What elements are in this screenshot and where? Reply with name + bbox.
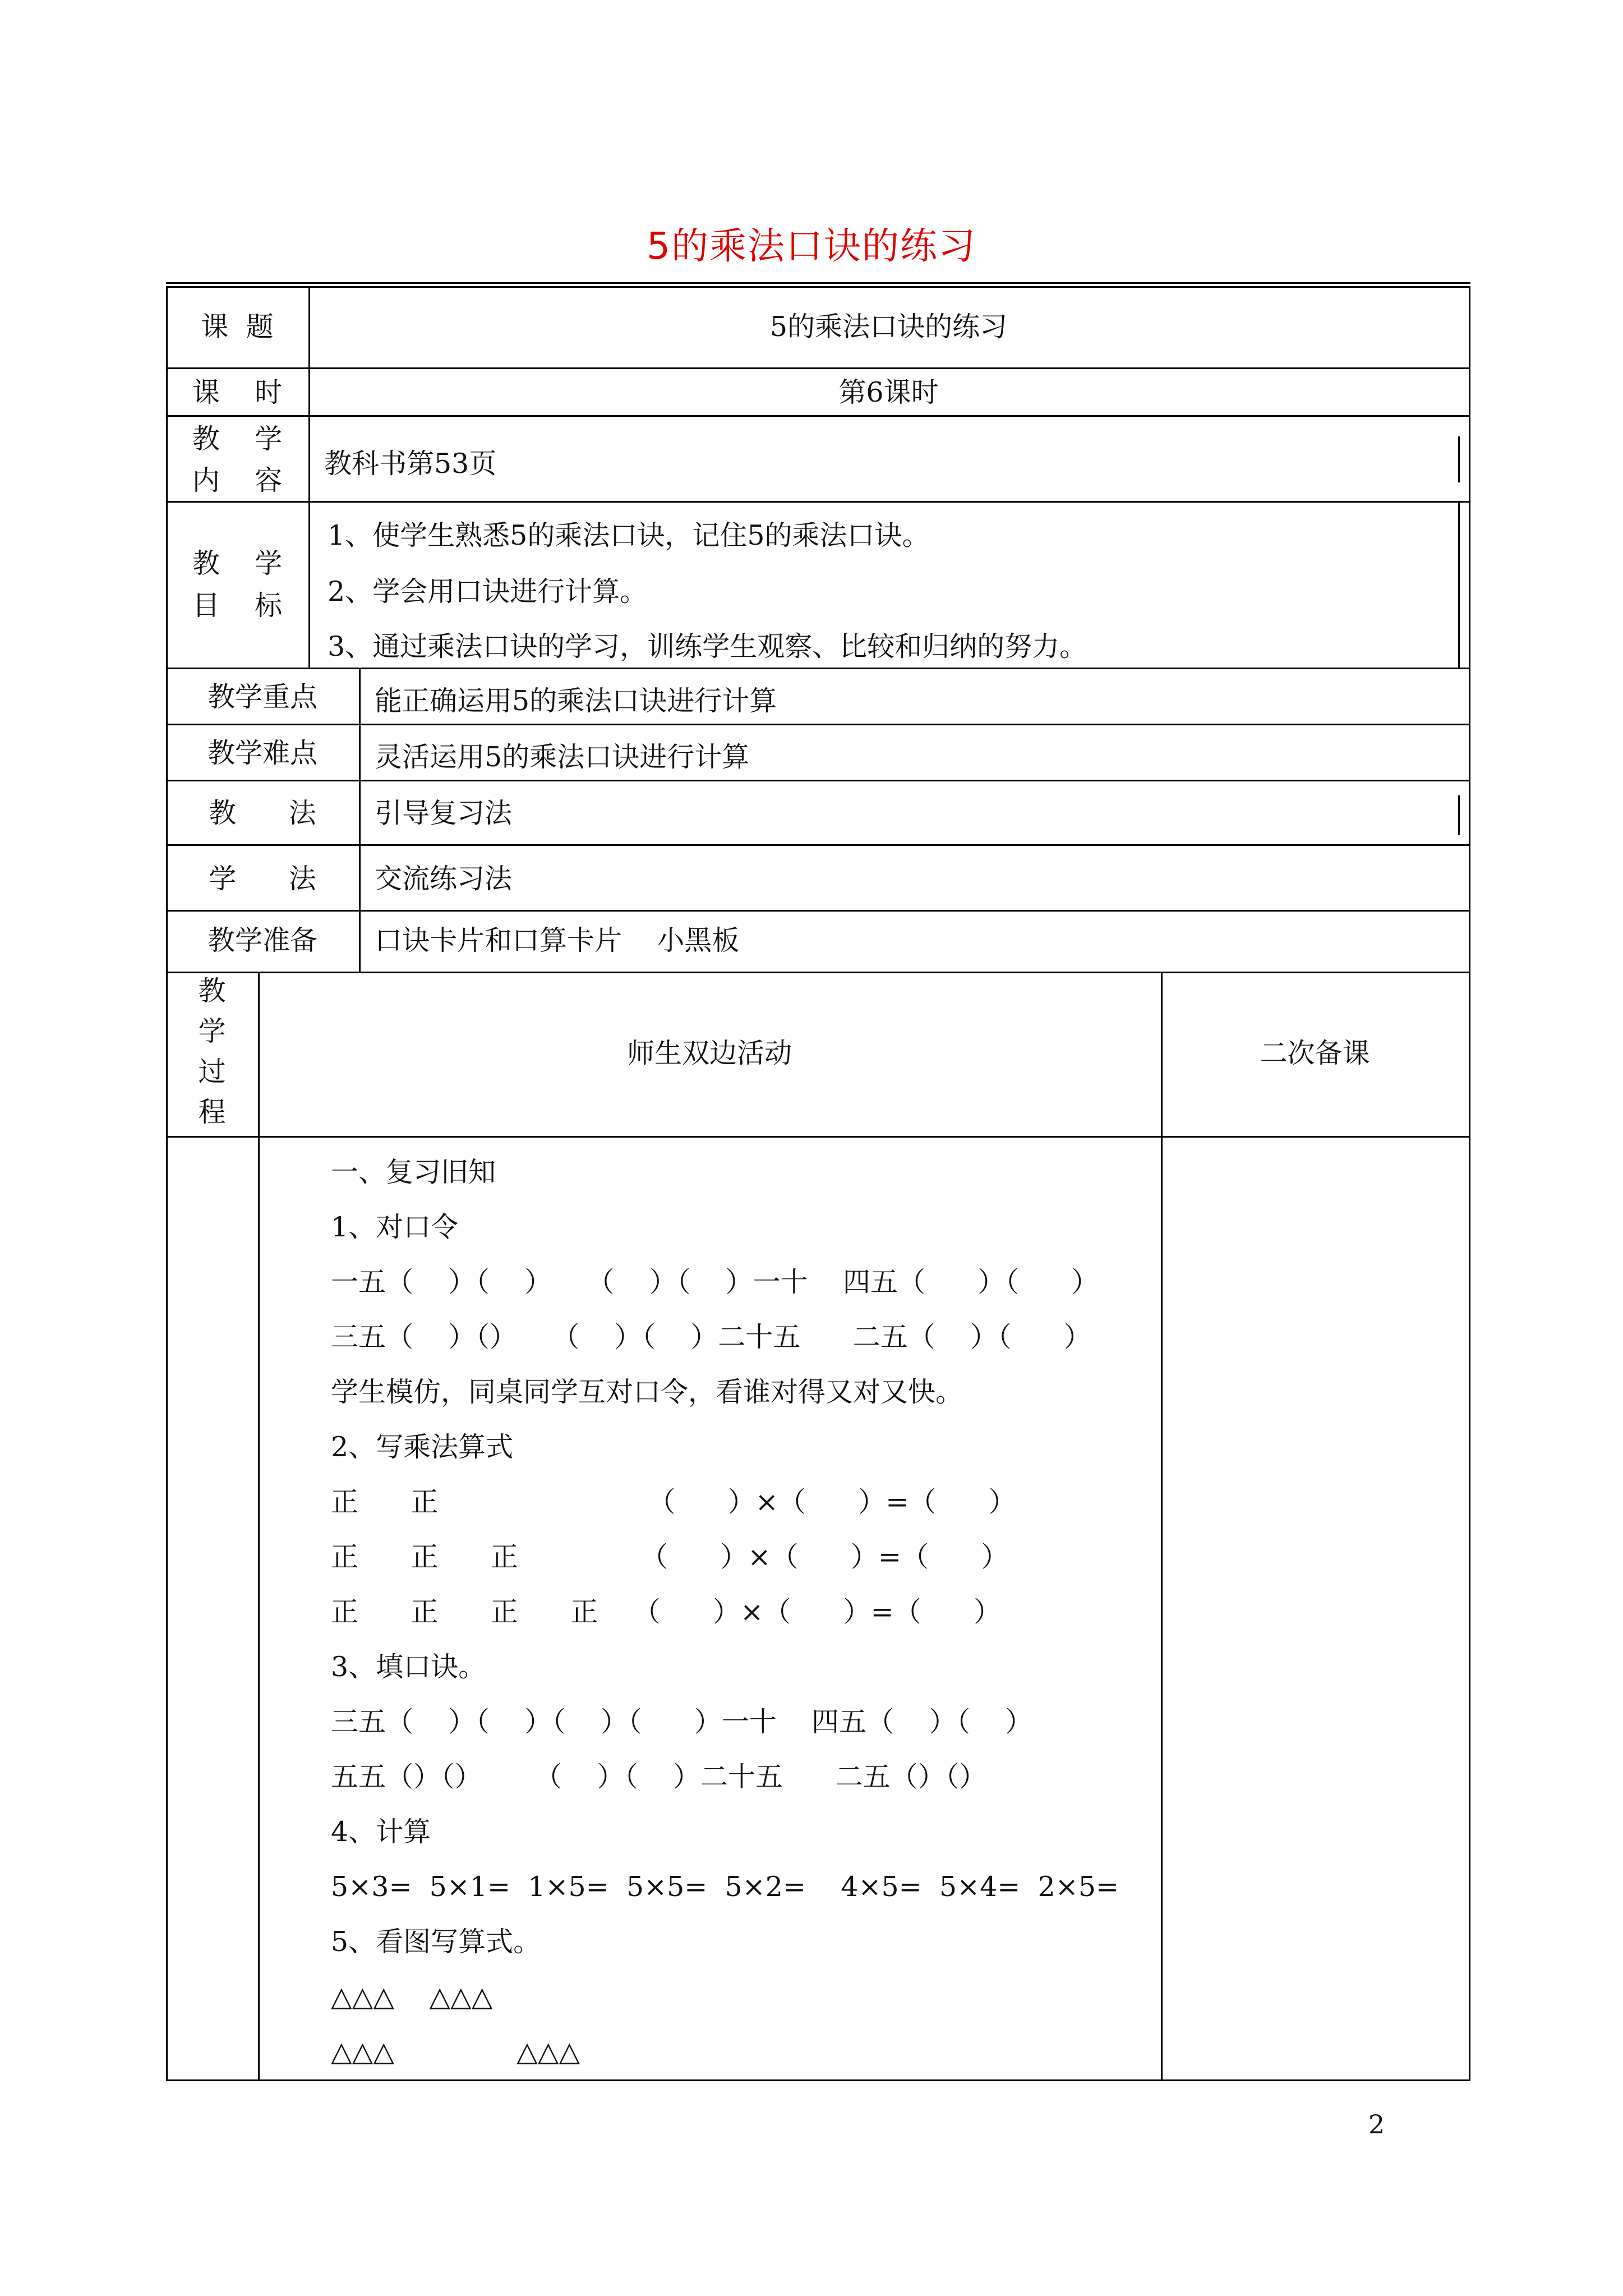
goal-item: 2、学会用口诀进行计算。 [328,576,648,608]
table-row-border [166,972,1470,973]
activity-line: 5、看图写算式。 [331,1926,541,1958]
activity-line: 2、写乘法算式 [331,1431,514,1463]
activity-line: 正 正 正 （ ）×（ ）=（ ） [331,1541,1009,1573]
activity-line: △△△ △△△ [331,2036,580,2068]
prep-value: 口诀卡片和口算卡片 小黑板 [375,924,740,956]
difficulty-value: 灵活运用5的乘法口诀进行计算 [375,741,750,773]
column-divider [1458,436,1460,482]
table-row-border [166,668,1470,669]
activity-line: 正 正 正 正 （ ）×（ ）=（ ） [331,1596,1002,1628]
method-value: 引导复习法 [375,797,513,829]
process-label-char: 程 [198,1096,226,1128]
column-divider [308,501,310,668]
table-top-border [166,282,1470,284]
key-point-value: 能正确运用5的乘法口诀进行计算 [375,685,777,717]
page-number: 2 [1368,2109,1385,2139]
prep-label: 教学准备 [207,924,317,956]
table-row-border [166,724,1470,725]
table-row-border [166,1136,1470,1138]
process-label-char: 教 [198,975,226,1007]
table-row-border [166,780,1470,781]
table-row-border [166,844,1470,846]
activity-line: 3、填口诀。 [331,1651,486,1683]
table-row-border [166,501,1470,503]
activity-line: 4、计算 [331,1816,431,1848]
content-label-line2: 内 容 [192,464,283,496]
document-title: 5的乘法口诀的练习 [647,224,976,268]
content-value: 教科书第53页 [324,448,497,480]
difficulty-label: 教学难点 [207,737,317,769]
process-label-char: 过 [198,1056,226,1088]
table-row-border [166,367,1470,369]
activity-line: 正 正 （ ）×（ ）=（ ） [331,1486,1016,1518]
content-label-line1: 教 学 [192,423,283,455]
goals-label-line2: 目 标 [192,590,283,622]
table-row-border [166,415,1470,417]
activity-line: 三五（ ）（ ）（ ）（ ）一十 四五（ ）（ ） [331,1706,1033,1738]
column-divider [1458,795,1460,835]
activity-column-header: 师生双边活动 [626,1037,792,1069]
goal-item: 1、使学生熟悉5的乘法口诀，记住5的乘法口诀。 [328,519,930,551]
activity-line: 1、对口令 [331,1211,459,1243]
table-row-border [166,286,1470,288]
table-bottom-border [166,2079,1470,2081]
key-point-label: 教学重点 [207,681,317,713]
activity-line: △△△ △△△ [331,1981,493,2013]
activity-line: 学生模仿，同桌同学互对口令，看谁对得又对又快。 [331,1376,963,1408]
column-divider [258,972,260,2079]
process-label-char: 学 [198,1015,226,1047]
table-row-border [166,910,1470,912]
period-value: 第6课时 [838,376,939,408]
learning-label: 学 法 [209,863,316,895]
notes-column-header: 二次备课 [1260,1037,1370,1069]
activity-line: 一五（ ）（ ） （ ）（ ）一十 四五（ ）（ ） [331,1266,1099,1298]
learning-value: 交流练习法 [375,863,513,895]
column-divider [359,668,361,972]
subject-label: 课 题 [201,311,274,343]
period-label: 课 时 [192,376,283,408]
subject-value: 5的乘法口诀的练习 [769,311,1008,343]
activity-line: 三五（ ）（） （ ）（ ）二十五 二五（ ）（ ） [331,1321,1091,1353]
activity-line: 5×3= 5×1= 1×5= 5×5= 5×2= 4×5= 5×4= 2×5= [331,1871,1119,1903]
activity-line: 一、复习旧知 [331,1156,496,1188]
column-divider [1458,501,1460,668]
activity-line: 五五（）（） （ ）（ ）二十五 二五（）（） [331,1761,987,1793]
method-label: 教 法 [209,797,316,829]
column-divider [1161,972,1163,2079]
goals-label-line1: 教 学 [192,547,283,579]
table-right-border [1469,286,1470,2081]
goal-item: 3、通过乘法口诀的学习，训练学生观察、比较和归纳的努力。 [328,631,1087,662]
